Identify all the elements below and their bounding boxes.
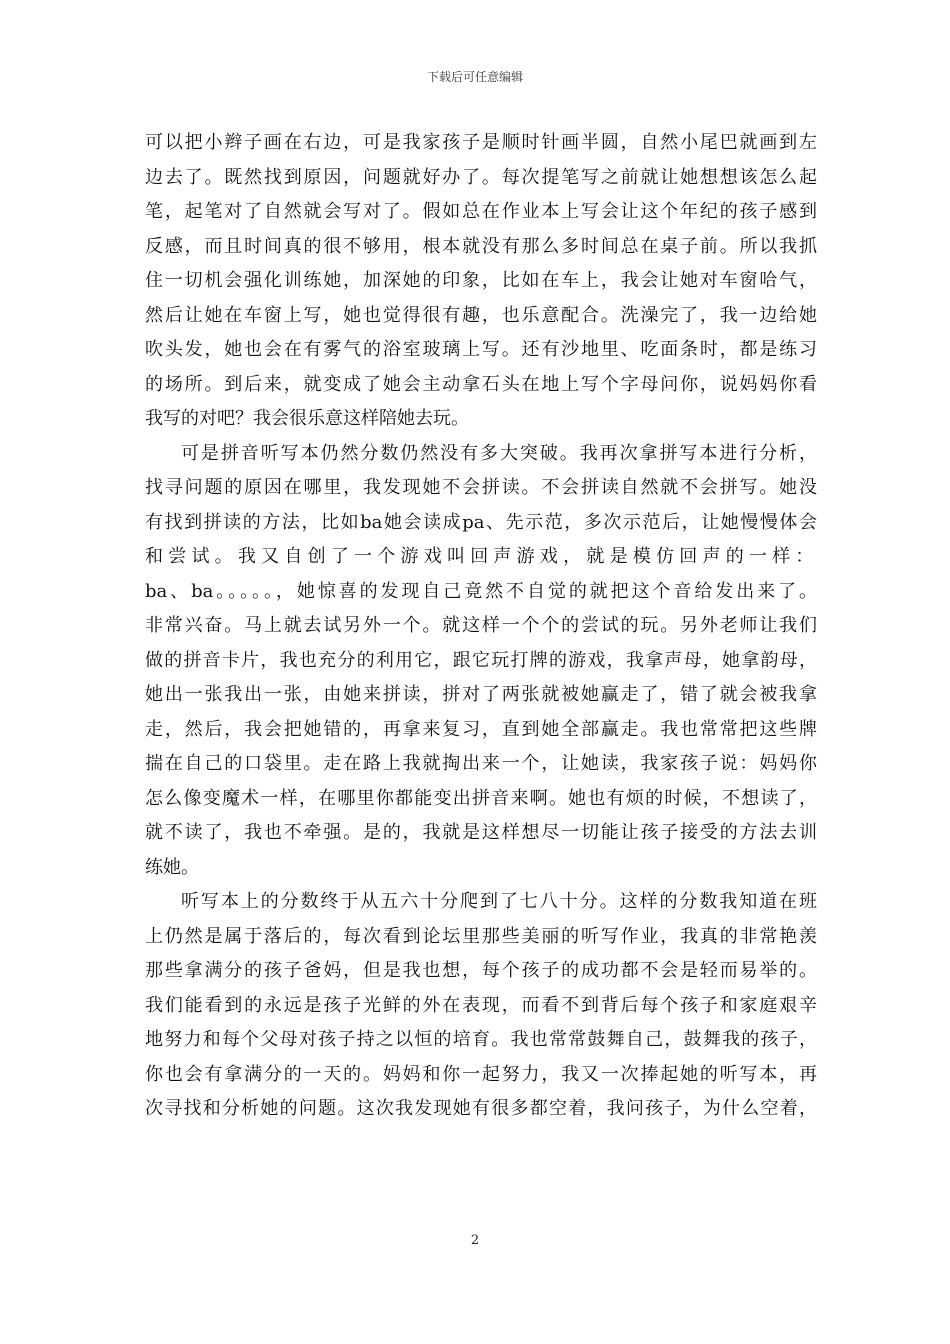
- text-line: 次寻找和分析她的问题。这次我发现她有很多都空着，我问孩子，为什么空着，: [145, 1098, 817, 1119]
- paragraph-end-line: 练她。: [145, 856, 199, 878]
- text-line: 反感，而且时间真的很不够用，根本就没有那么多时间总在桌子前。所以我抓: [145, 235, 817, 257]
- text-line: 做的拼音卡片，我也充分的利用它，跟它玩打牌的游戏，我拿声母，她拿韵母，: [145, 649, 817, 671]
- paragraph-start-line: 可是拼音听写本仍然分数仍然没有多大突破。我再次拿拼写本进行分析，: [181, 442, 817, 464]
- text-line: 走，然后，我会把她错的，再拿来复习，直到她全部赢走。我也常常把这些牌: [145, 718, 817, 740]
- page-number: 2: [470, 1233, 480, 1248]
- text-line: 有找到拼读的方法，比如ba她会读成pa、先示范，多次示范后，让她慢慢体会: [145, 511, 817, 533]
- text-line: 住一切机会强化训练她，加深她的印象，比如在车上，我会让她对车窗哈气，: [145, 270, 817, 291]
- text-line: 怎么像变魔术一样，在哪里你都能变出拼音来啊。她也有烦的时候，不想读了，: [145, 787, 817, 809]
- text-line: 边去了。既然找到原因，问题就好办了。每次提笔写之前就让她想想该怎么起: [145, 166, 817, 188]
- text-line: 你也会有拿满分的一天的。妈妈和你一起努力，我又一次捧起她的听写本，再: [145, 1063, 817, 1085]
- text-line: 揣在自己的口袋里。走在路上我就掏出来一个，让她读，我家孩子说：妈妈你: [145, 753, 817, 774]
- text-line: 可以把小辫子画在右边，可是我家孩子是顺时针画半圆，自然小尾巴就画到左: [145, 132, 817, 153]
- text-line: 我们能看到的永远是孩子光鲜的外在表现，而看不到背后每个孩子和家庭艰辛: [145, 994, 817, 1016]
- text-line: 非常兴奋。马上就去试另外一个。就这样一个个的尝试的玩。另外老师让我们: [145, 615, 817, 636]
- document-body: [145, 126, 817, 1127]
- text-line: 吹头发，她也会在有雾气的浴室玻璃上写。还有沙地里、吃面条时，都是练习: [145, 339, 817, 360]
- page-header: 下载后可任意编辑: [426, 70, 523, 84]
- text-line: 那些拿满分的孩子爸妈，但是我也想，每个孩子的成功都不会是轻而易举的。: [145, 960, 817, 981]
- paragraph-start-line: 听写本上的分数终于从五六十分爬到了七八十分。这样的分数我知道在班: [181, 891, 817, 912]
- text-line: 上仍然是属于落后的，每次看到论坛里那些美丽的听写作业，我真的非常艳羡: [145, 925, 817, 947]
- text-line: 然后让她在车窗上写，她也觉得很有趣，也乐意配合。洗澡完了，我一边给她: [145, 304, 817, 326]
- text-line: 就不读了，我也不牵强。是的，我就是这样想尽一切能让孩子接受的方法去训: [145, 822, 817, 843]
- text-line: 和尝试。我又自创了一个游戏叫回声游戏，就是模仿回声的一样：: [145, 546, 817, 567]
- paragraph-end-line: 我写的对吧？我会很乐意这样陪她去玩。: [145, 408, 469, 429]
- text-line: 找寻问题的原因在哪里，我发现她不会拼读。不会拼读自然就不会拼写。她没: [145, 477, 817, 498]
- text-line: 地努力和每个父母对孩子持之以恒的培育。我也常常鼓舞自己，鼓舞我的孩子，: [145, 1029, 817, 1050]
- text-line: 笔，起笔对了自然就会写对了。假如总在作业本上写会让这个年纪的孩子感到: [145, 201, 817, 222]
- text-line: ba、ba。。。。。，她惊喜的发现自己竟然不自觉的就把这个音给发出来了。: [145, 580, 817, 602]
- text-line: 的场所。到后来，就变成了她会主动拿石头在地上写个字母问你，说妈妈你看: [145, 373, 817, 395]
- text-line: 她出一张我出一张，由她来拼读，拼对了两张就被她赢走了，错了就会被我拿: [145, 684, 817, 705]
